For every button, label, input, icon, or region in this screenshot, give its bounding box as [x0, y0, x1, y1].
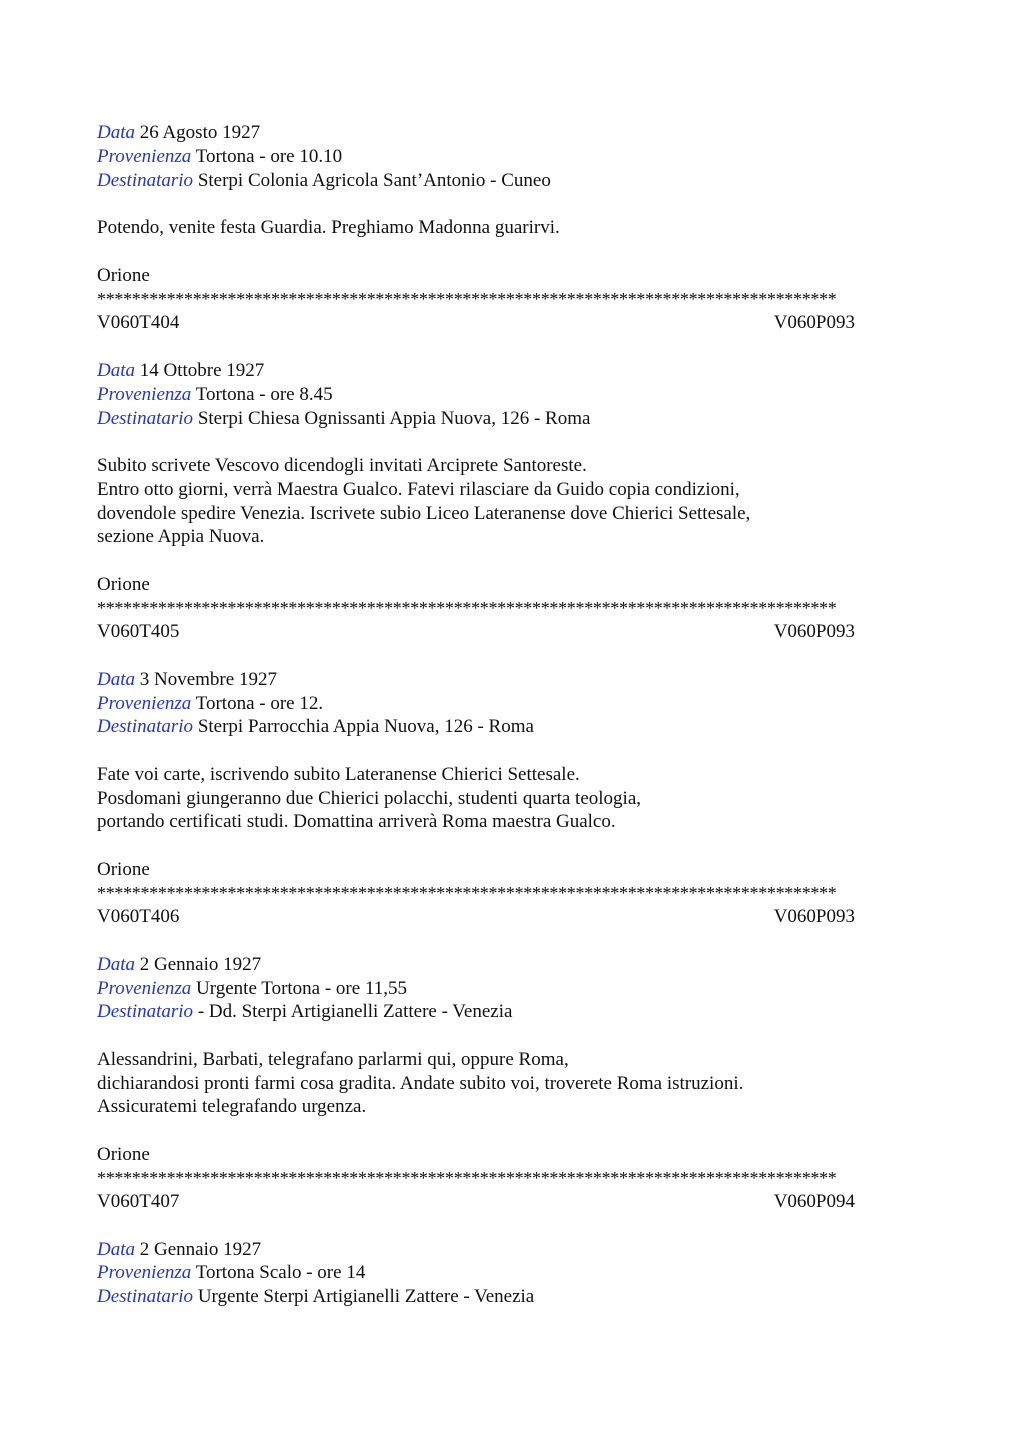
entry-id-row: [97, 311, 855, 335]
recipient-value: Urgente Sterpi Artigianelli Zattere - Venezia: [197, 1286, 535, 1307]
page-id: V060P093: [773, 906, 855, 927]
entry-signature: Orione: [97, 859, 150, 880]
origin-value: Urgente Tortona - ore 11,55: [196, 978, 407, 999]
entry-id-row: [97, 1190, 855, 1214]
origin-label: Provenienza: [97, 146, 192, 167]
page-id: V060P093: [773, 312, 855, 333]
origin-value: Tortona Scalo - ore 14: [195, 1262, 366, 1283]
entry-id-row: [97, 620, 855, 644]
date-value: 3 Novembre 1927: [139, 669, 277, 690]
entry-origin-line: [97, 145, 342, 169]
recipient-label: Destinatario: [97, 1286, 194, 1307]
origin-value: Tortona - ore 12.: [195, 693, 324, 714]
entry-body-line: Subito scrivete Vescovo dicendogli invitati Arciprete Santoreste.: [97, 455, 587, 476]
entry-date-line: [97, 121, 260, 145]
entry-body-line: sezione Appia Nuova.: [97, 526, 265, 547]
entry-id-row: [97, 905, 855, 929]
entry-id: V060T406: [97, 906, 180, 927]
entry-id: V060T407: [97, 1191, 180, 1212]
entry-origin-line: [97, 692, 323, 716]
entry-date-line: [97, 359, 264, 383]
entry-date-line: [97, 953, 261, 977]
separator: *************************************************************************************: [97, 598, 837, 618]
page-id: V060P094: [773, 1191, 855, 1212]
entry-recipient-line: [97, 715, 534, 739]
entry-body-line: portando certificati studi. Domattina arriverà Roma maestra Gualco.: [97, 811, 616, 832]
entry-body-line: Fate voi carte, iscrivendo subito Lateranense Chierici Settesale.: [97, 764, 580, 785]
date-label: Data: [97, 954, 135, 975]
origin-label: Provenienza: [97, 978, 192, 999]
entry-origin-line: [97, 1261, 365, 1285]
entry-signature: Orione: [97, 1144, 150, 1165]
entry-recipient-line: [97, 169, 551, 193]
date-value: 2 Gennaio 1927: [139, 954, 262, 975]
entry-recipient-line: [97, 407, 590, 431]
entry-body-line: Alessandrini, Barbati, telegrafano parlarmi qui, oppure Roma,: [97, 1049, 569, 1070]
recipient-label: Destinatario: [97, 1001, 194, 1022]
entry-body-line: Assicuratemi telegrafando urgenza.: [97, 1096, 367, 1117]
recipient-label: Destinatario: [97, 408, 194, 429]
entry-date-line: [97, 1238, 261, 1262]
page-id: V060P093: [773, 621, 855, 642]
recipient-value: Sterpi Colonia Agricola Sant’Antonio - Cuneo: [197, 170, 551, 191]
entry-signature: Orione: [97, 574, 150, 595]
origin-label: Provenienza: [97, 384, 192, 405]
recipient-label: Destinatario: [97, 170, 194, 191]
date-value: 26 Agosto 1927: [139, 122, 261, 143]
date-label: Data: [97, 1239, 135, 1260]
origin-label: Provenienza: [97, 1262, 192, 1283]
date-label: Data: [97, 360, 135, 381]
recipient-label: Destinatario: [97, 716, 194, 737]
entry-body-line: Potendo, venite festa Guardia. Preghiamo Madonna guarirvi.: [97, 217, 560, 238]
date-label: Data: [97, 669, 135, 690]
entry-recipient-line: [97, 1285, 534, 1309]
recipient-value: - Dd. Sterpi Artigianelli Zattere - Venezia: [197, 1001, 513, 1022]
origin-value: Tortona - ore 10.10: [195, 146, 343, 167]
date-value: 14 Ottobre 1927: [139, 360, 265, 381]
entry-id: V060T404: [97, 312, 180, 333]
separator: *************************************************************************************: [97, 1168, 837, 1188]
entry-date-line: [97, 668, 277, 692]
recipient-value: Sterpi Parrocchia Appia Nuova, 126 - Roma: [197, 716, 534, 737]
origin-label: Provenienza: [97, 693, 192, 714]
recipient-value: Sterpi Chiesa Ognissanti Appia Nuova, 126 - Roma: [197, 408, 591, 429]
origin-value: Tortona - ore 8.45: [195, 384, 333, 405]
entry-id: V060T405: [97, 621, 180, 642]
entry-origin-line: [97, 977, 407, 1001]
entry-signature: Orione: [97, 265, 150, 286]
entry-body-line: Entro otto giorni, verrà Maestra Gualco. Fatevi rilasciare da Guido copia condizioni,: [97, 479, 740, 500]
separator: *************************************************************************************: [97, 883, 837, 903]
entry-origin-line: [97, 383, 333, 407]
date-value: 2 Gennaio 1927: [139, 1239, 262, 1260]
entry-body-line: Posdomani giungeranno due Chierici polacchi, studenti quarta teologia,: [97, 788, 642, 809]
entry-body-line: dovendole spedire Venezia. Iscrivete subio Liceo Lateranense dove Chierici Settesale,: [97, 503, 751, 524]
entry-recipient-line: [97, 1000, 512, 1024]
entry-body-line: dichiarandosi pronti farmi cosa gradita. Andate subito voi, troverete Roma istruzioni.: [97, 1073, 744, 1094]
date-label: Data: [97, 122, 135, 143]
separator: *************************************************************************************: [97, 289, 837, 309]
